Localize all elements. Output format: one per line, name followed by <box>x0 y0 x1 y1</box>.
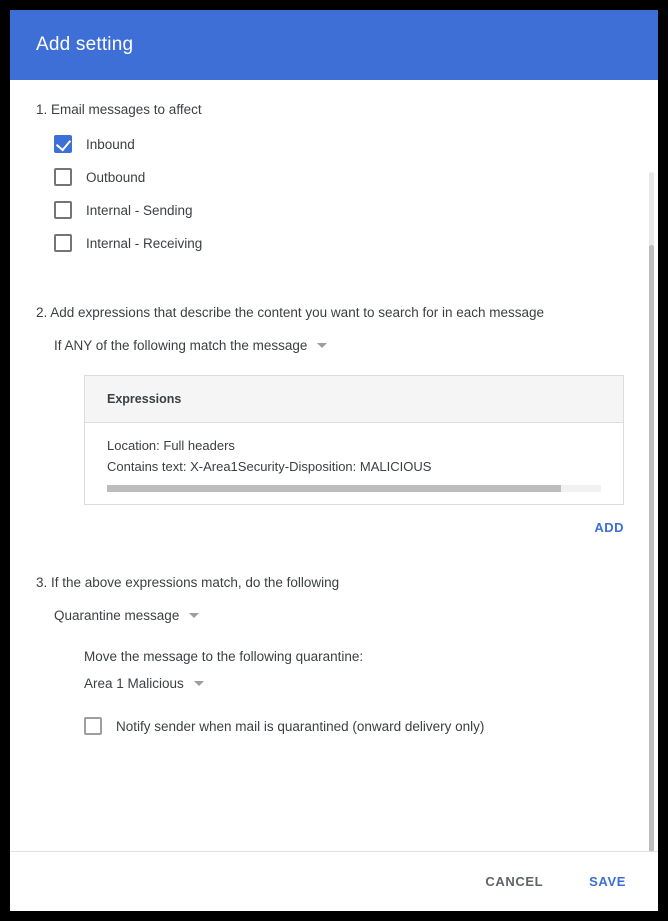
checkbox-label-internal-sending: Internal - Sending <box>86 202 193 218</box>
dialog-body <box>10 80 658 851</box>
action-dropdown-value: Quarantine message <box>54 608 180 623</box>
checkbox-row-internal-receiving[interactable] <box>54 234 632 252</box>
section-3-label: 3. If the above expressions match, do the following <box>36 575 340 590</box>
add-setting-dialog <box>10 10 658 911</box>
spacer <box>36 691 632 717</box>
save-button[interactable]: SAVE <box>583 873 632 890</box>
chevron-down-icon <box>194 681 204 686</box>
checkbox-row-internal-sending[interactable] <box>54 201 632 219</box>
spacer <box>36 267 632 305</box>
chevron-down-icon <box>189 613 199 618</box>
cancel-button[interactable]: CANCEL <box>479 873 549 890</box>
add-expression-row <box>36 519 624 537</box>
section-1-label: 1. Email messages to affect <box>36 102 202 117</box>
expressions-body <box>85 423 623 504</box>
checkbox-internal-sending[interactable] <box>54 201 72 219</box>
checkbox-label-internal-receiving: Internal - Receiving <box>86 235 203 251</box>
quarantine-dropdown[interactable] <box>84 676 632 691</box>
chevron-down-icon <box>317 343 327 348</box>
expressions-card <box>84 375 624 505</box>
checkbox-label-notify-sender: Notify sender when mail is quarantined (onward delivery only) <box>116 718 485 734</box>
quarantine-dropdown-value: Area 1 Malicious <box>84 676 184 691</box>
checkbox-inbound[interactable] <box>54 135 72 153</box>
section-2-label: 2. Add expressions that describe the content you want to search for in each message <box>36 305 545 320</box>
checkbox-label-outbound: Outbound <box>86 169 146 185</box>
add-expression-button[interactable]: ADD <box>594 520 624 535</box>
dialog-header <box>10 10 658 80</box>
checkbox-row-inbound[interactable] <box>54 135 632 153</box>
spacer <box>36 623 632 649</box>
expressions-horizontal-scrollbar[interactable] <box>107 485 601 492</box>
checkbox-outbound[interactable] <box>54 168 72 186</box>
match-condition-dropdown[interactable] <box>54 338 632 353</box>
checkbox-row-notify-sender[interactable] <box>84 717 632 735</box>
dialog-footer <box>10 851 658 911</box>
dialog-title: Add setting <box>36 34 134 55</box>
expression-row[interactable]: Contains text: X-Area1Security-Disposition: MALICIOUS <box>107 459 432 474</box>
action-dropdown[interactable] <box>54 608 632 623</box>
expressions-header: Expressions <box>85 376 623 423</box>
checkbox-row-outbound[interactable] <box>54 168 632 186</box>
checkbox-internal-receiving[interactable] <box>54 234 72 252</box>
expressions-scrollbar-thumb[interactable] <box>107 485 561 492</box>
checkbox-label-inbound: Inbound <box>86 136 135 152</box>
vertical-scrollbar-thumb[interactable] <box>649 245 654 851</box>
checkbox-notify-sender[interactable] <box>84 717 102 735</box>
quarantine-prompt: Move the message to the following quarantine: <box>84 649 364 664</box>
match-condition-value: If ANY of the following match the message <box>54 338 308 353</box>
spacer <box>36 537 632 575</box>
expression-row[interactable]: Location: Full headers <box>107 438 235 453</box>
